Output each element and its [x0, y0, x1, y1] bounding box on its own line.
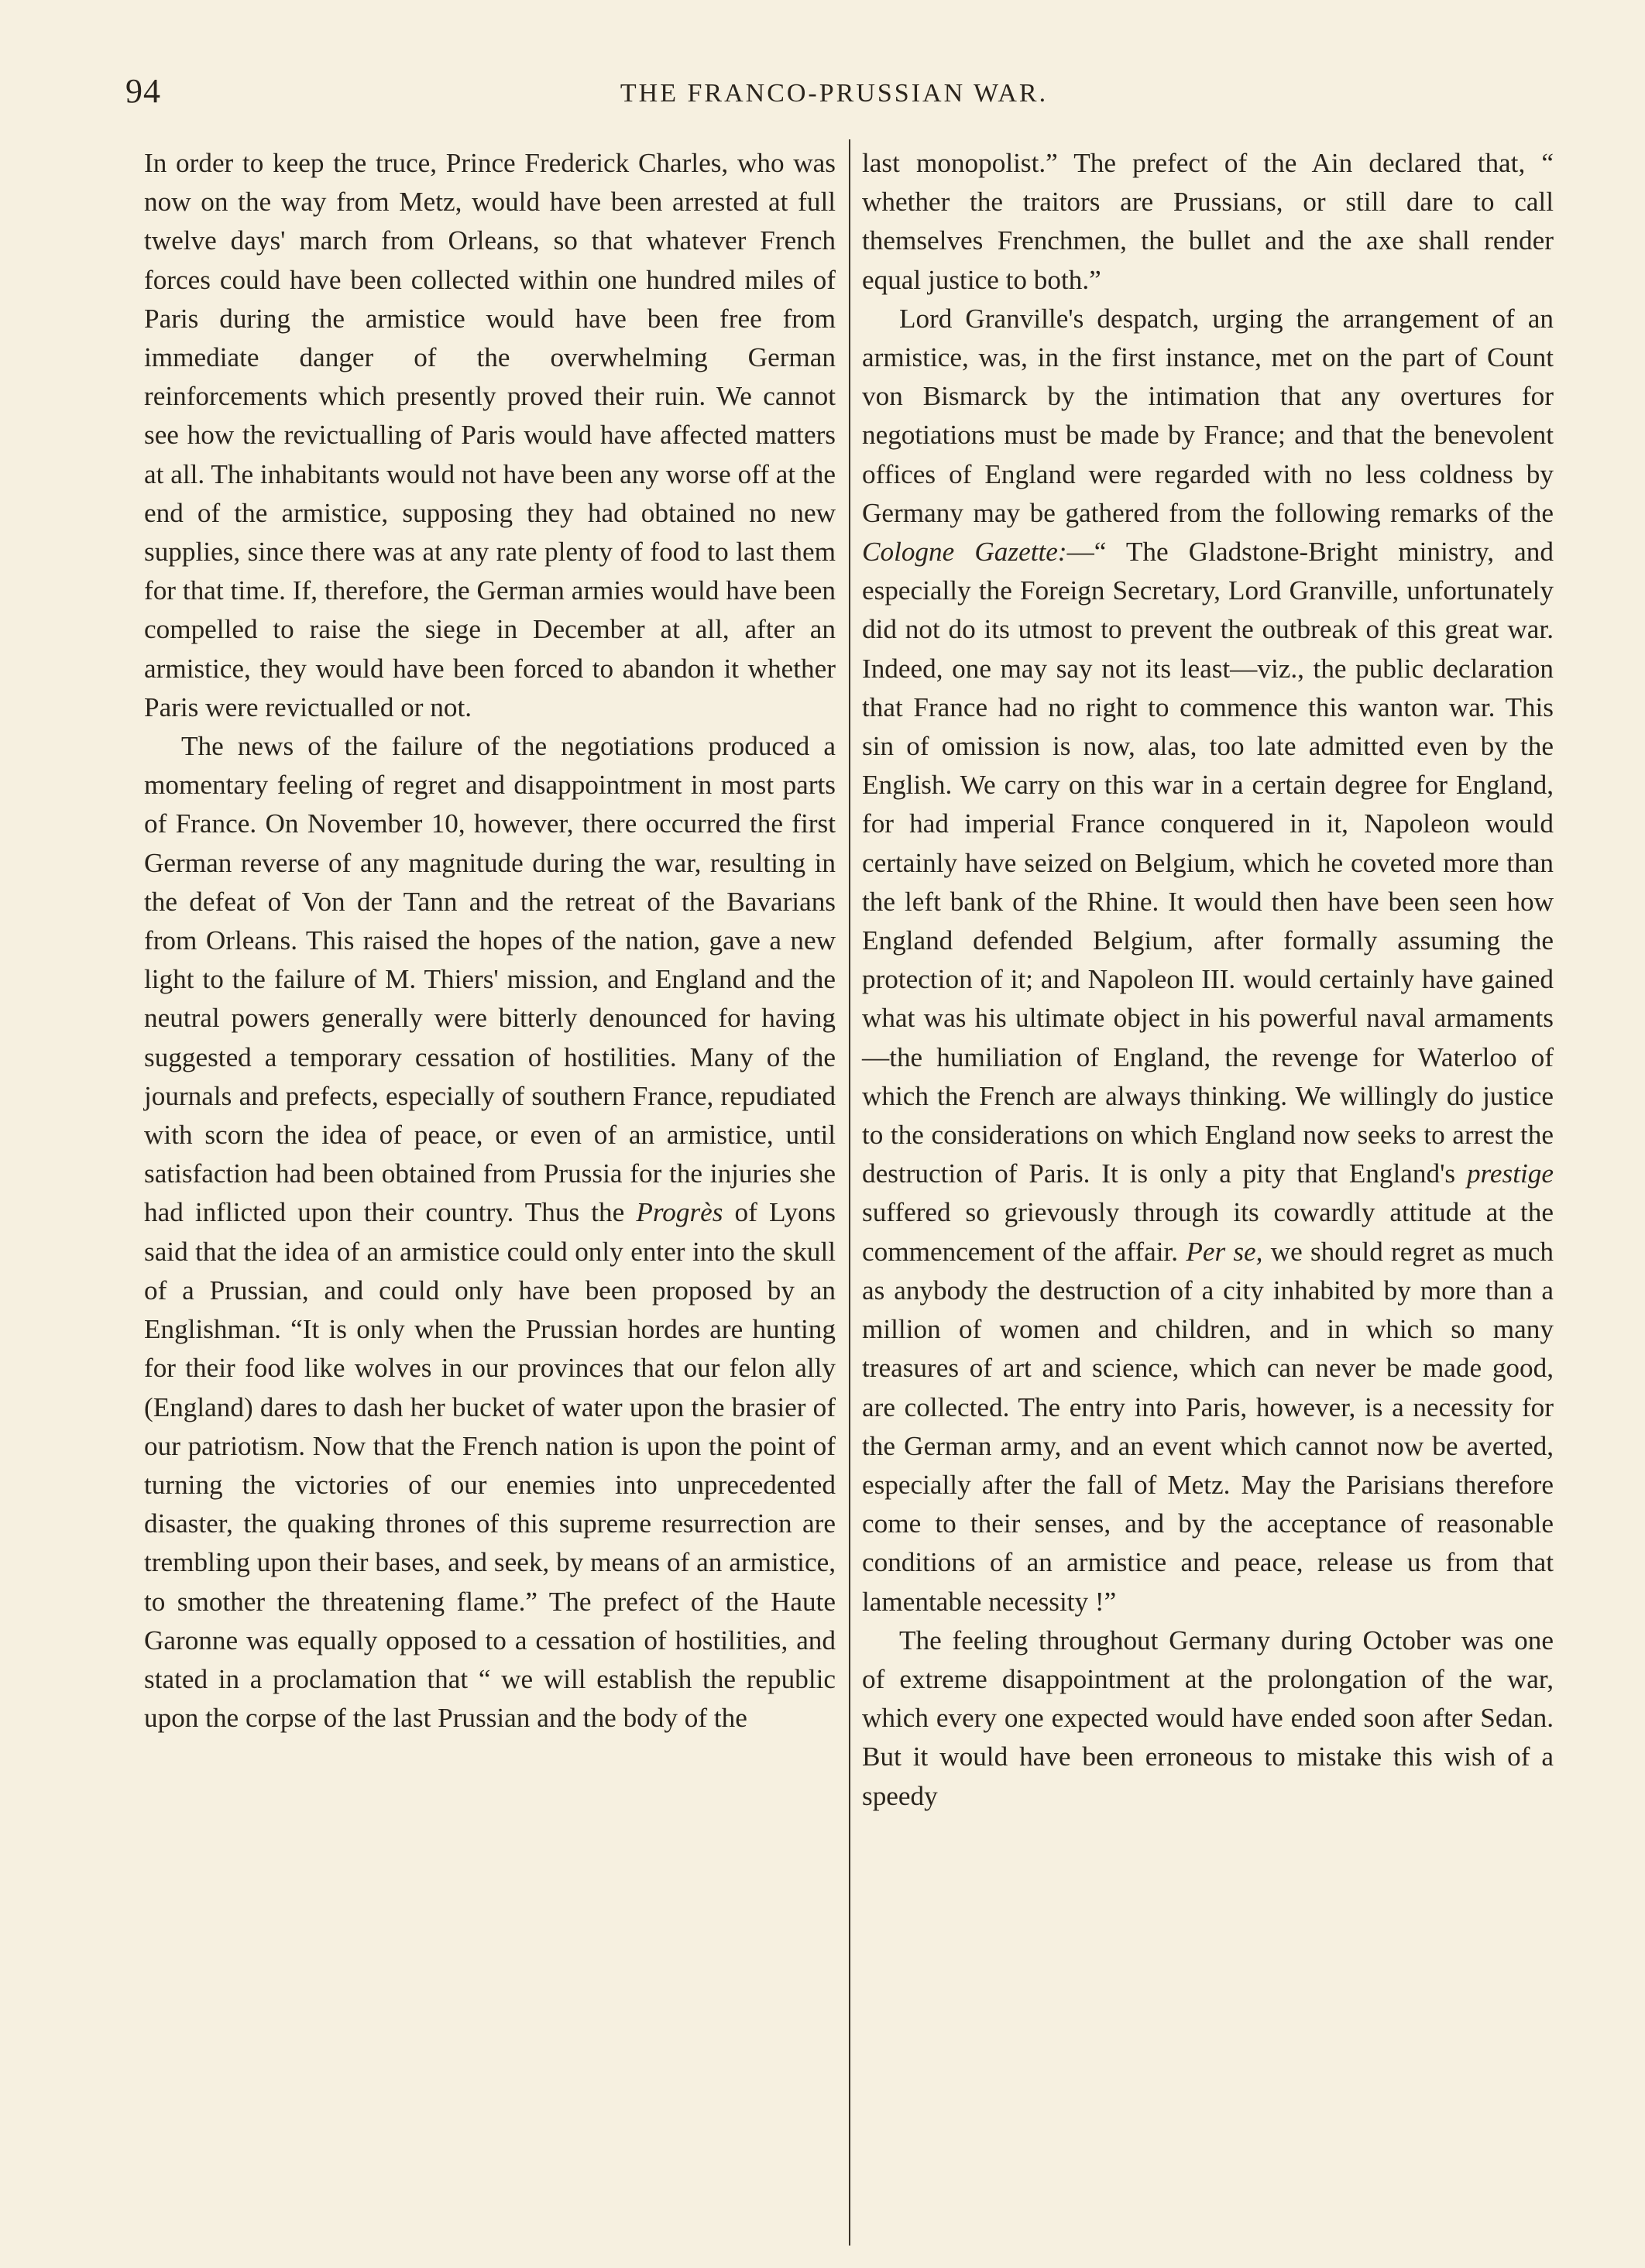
paragraph: last monopolist.” The prefect of the Ain declared that, “ whether the traitors are Prussians, or still dare to call themselves Frenchmen, the bullet and the axe shall render equal justice to both.”: [862, 148, 1554, 295]
text-run: —“ The Gladstone-Bright ministry, and especially the Foreign Secretary, Lord Granville, unfortunately did not do its utmost to prevent the outbreak of this great war. Indeed, one may say not its least—viz., the public declaration that France had no right to commence this wanton war. This sin of omission is now, alas, too late admitted even by the English. We carry on this war in a certain degree for England, for had imperial France conquered in it, Napoleon would certainly have seized on Belgium, which he coveted more than the left bank of the Rhine. It would then have been seen how England defended Belgium, after formally assuming the protection of it; and Napoleon III. would certainly have gained what was his ultimate object in his powerful naval armaments—the humiliation of England, the revenge for Waterloo of which the French are always thinking. We willingly do justice to the considerations on which England now seeks to arrest the destruction of Paris. It is only a pity that England's: [862, 537, 1554, 1189]
paragraph: The feeling throughout Germany during October was one of extreme disappointment at the prolongation of the war, which every one expected would have ended soon after Sedan. But it would have been erroneous to mistake this wish of a speedy: [862, 1625, 1554, 1811]
italic-text: Progrès: [636, 1197, 723, 1228]
running-title: THE FRANCO-PRUSSIAN WAR.: [620, 79, 1049, 108]
text-run: The news of the failure of the negotiations produced a momentary feeling of regret and disappointment in most parts of France. On November 10, however, there occurred the first German reverse of any magnitude during the war, resulting in the defeat of Von der Tann and the retreat of the Bavarians from Orleans. This raised the hopes of the nation, gave a new light to the failure of M. Thiers' mission, and England and the neutral powers generally were bitterly denounced for having suggested a temporary cessation of hostilities. Many of the journals and prefects, especially of southern France, repudiated with scorn the idea of peace, or even of an armistice, until satisfaction had been obtained from Prussia for the injuries she had inflicted upon their country. Thus the: [144, 731, 836, 1228]
italic-text: prestige: [1466, 1158, 1554, 1189]
text-run: Lord Granville's despatch, urging the arrangement of an armistice, was, in the first instance, met on the part of Count von Bismarck by the intimation that any overtures for negotiations must be made by France; and that the benevolent offices of England were regarded with no less coldness by Germany may be gathered from the following remarks of the: [862, 303, 1554, 528]
paragraph: In order to keep the truce, Prince Frederick Charles, who was now on the way from Metz, would have been arrested at full twelve days' march from Orleans, so that whatever French forces could have been collected within one hundred miles of Paris during the armistice would have been free from immediate danger of the overwhelming German reinforcements which presently proved their ruin. We cannot see how the revictualling of Paris would have affected matters at all. The inhabitants would not have been any worse off at the end of the armistice, supposing they had obtained no new supplies, since there was at any rate plenty of food to last them for that time. If, therefore, the German armies would have been compelled to raise the siege in December at all, after an armistice, they would have been forced to abandon it whether Paris were revictualled or not.: [144, 148, 836, 722]
italic-text: Per se,: [1186, 1236, 1263, 1267]
paragraph: [862, 300, 1554, 1621]
text-run: suffered so grievously through its cowardly attitude at the commencement of the affair.: [862, 1197, 1554, 1267]
text-run: we should regret as much as anybody the destruction of a city inhabited by more than a million of women and children, and in which so many treasures of art and science, which can never be made good, are collected. The entry into Paris, however, is a necessity for the German army, and an event which cannot now be averted, especially after the fall of Metz. May the Parisians therefore come to their senses, and by the acceptance of reasonable conditions of an armistice and peace, release us from that lamentable necessity !”: [862, 1236, 1554, 1617]
italic-text: Cologne Gazette:: [862, 537, 1067, 568]
page-number: 94: [125, 72, 161, 110]
left-column: [144, 144, 836, 1738]
paragraph: [144, 727, 836, 1738]
right-column: [862, 144, 1554, 1816]
column-divider: [849, 139, 850, 2246]
text-run: of Lyons said that the idea of an armistice could only enter into the skull of a Prussian, and could only have been proposed by an Englishman. “It is only when the Prussian hordes are hunting for their food like wolves in our provinces that our felon ally (England) dares to dash her bucket of water upon the brasier of our patriotism. Now that the French nation is upon the point of turning the victories of our enemies into unprecedented disaster, the quaking thrones of this supreme resurrection are trembling upon their bases, and seek, by means of an armistice, to smother the threatening flame.” The prefect of the Haute Garonne was equally opposed to a cessation of hostilities, and stated in a proclamation that “ we will establish the republic upon the corpse of the last Prussian and the body of the: [144, 1197, 836, 1734]
